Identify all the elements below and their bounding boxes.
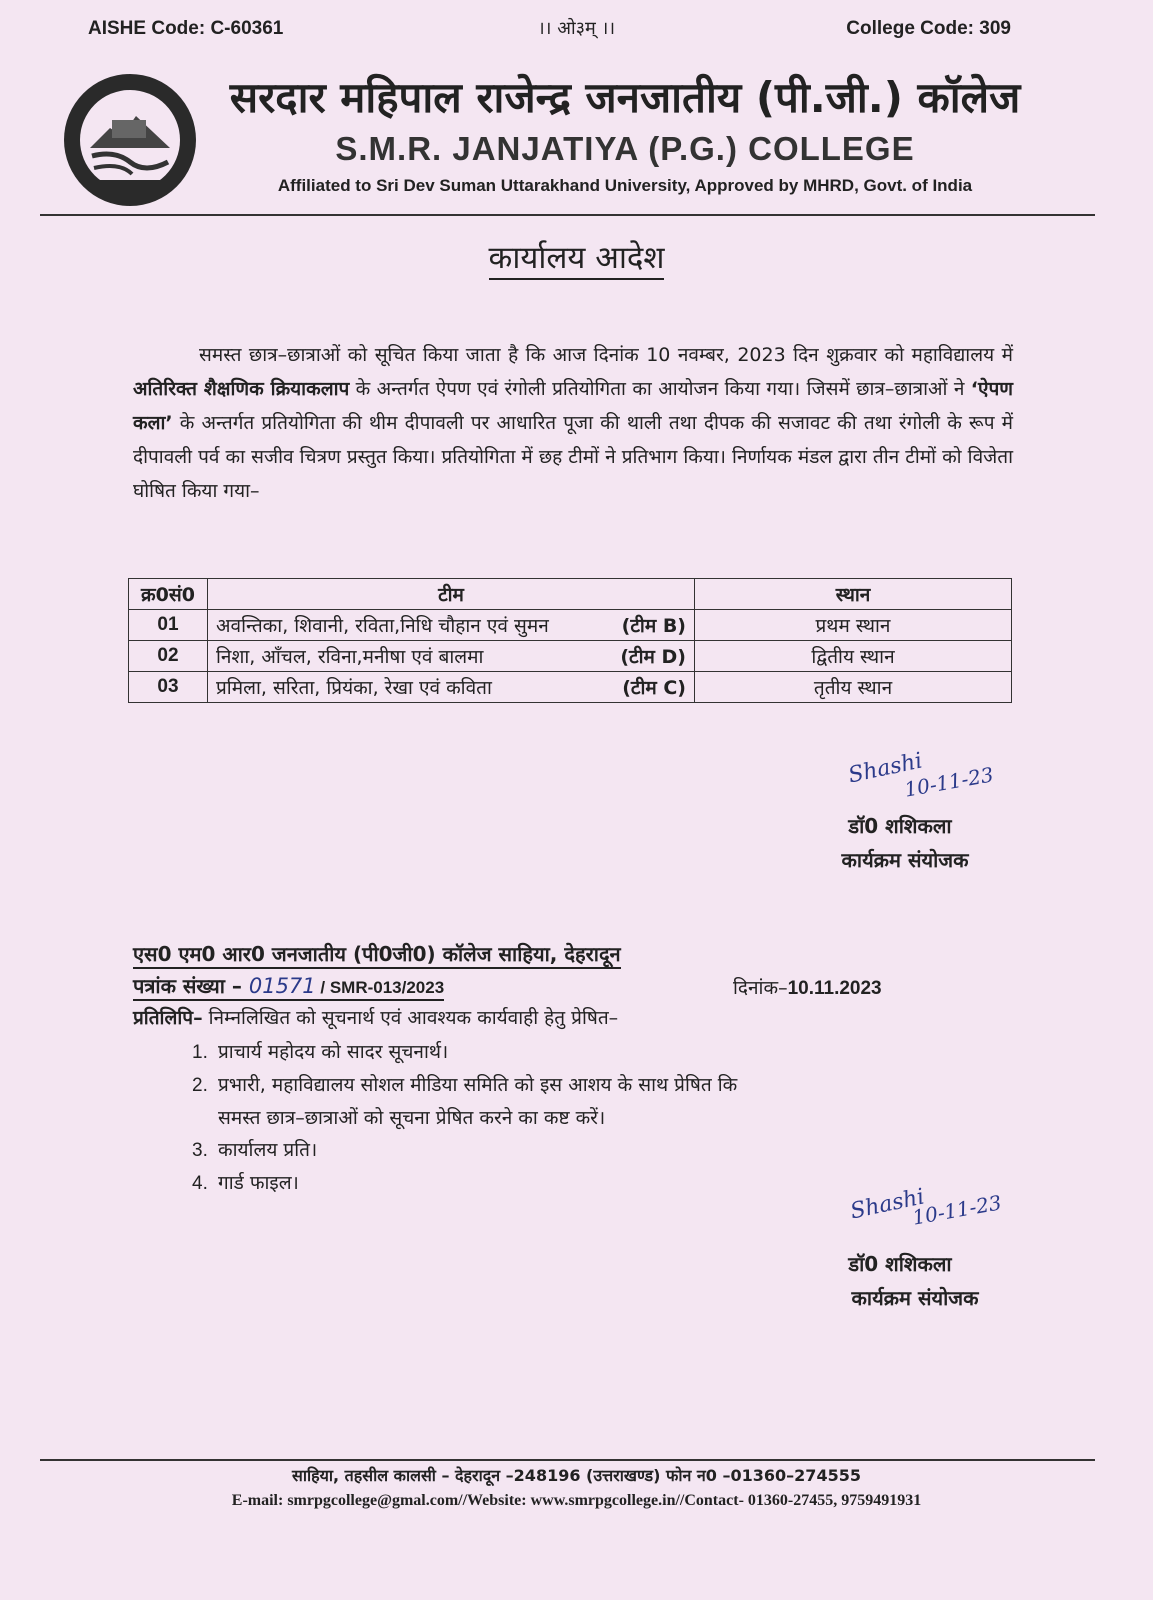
date-line <box>733 974 882 1000</box>
paragraph-bold-art: ‘ऐपण कला’ <box>133 378 1014 434</box>
cell-team <box>208 641 695 672</box>
list-item-text: प्रभारी, महाविद्यालय सोशल मीडिया समिति को इस आशय के साथ प्रेषित कि <box>218 1074 738 1096</box>
date-value: 10.11.2023 <box>787 978 882 999</box>
reference-label: पत्रांक संख्या – <box>133 974 242 998</box>
signatory-name: डॉ0 शशिकला <box>848 1252 952 1276</box>
paragraph-text: समस्त छात्र–छात्राओं को सूचित किया जाता है कि आज दिनांक 10 नवम्बर, 2023 दिन शुक्रवार को महाविद्यालय में <box>199 344 1013 366</box>
table-row <box>129 641 1012 672</box>
team-members: प्रमिला, सरिता, प्रियंका, रेखा एवं कविता <box>216 677 492 699</box>
cell-place: द्वितीय स्थान <box>695 641 1012 672</box>
list-item <box>192 1069 962 1134</box>
college-reference-line: एस0 एम0 आर0 जनजातीय (पी0जी0) कॉलेज साहिया, देहरादून <box>133 940 621 969</box>
table-row <box>129 672 1012 703</box>
signature-date: 10-11-23 <box>910 1190 1004 1230</box>
date-label: दिनांक– <box>733 977 788 999</box>
team-tag: (टीम D) <box>620 646 686 668</box>
footer-divider <box>40 1459 1095 1461</box>
column-header-team: टीम <box>208 579 695 610</box>
team-tag: (टीम C) <box>622 677 686 699</box>
college-title-hindi: सरदार महिपाल राजेन्द्र जनजातीय (पी.जी.) कॉलेज <box>229 73 1021 122</box>
copy-text: निम्नलिखित को सूचनार्थ एवं आवश्यक कार्यवाही हेतु प्रेषित– <box>202 1007 619 1029</box>
list-item-continuation: समस्त छात्र–छात्राओं को सूचना प्रेषित करने का कष्ट करें। <box>218 1107 606 1129</box>
team-tag: (टीम B) <box>621 615 686 637</box>
affiliation-text: Affiliated to Sri Dev Suman Uttarakhand University, Approved by MHRD, Govt. of India <box>277 176 973 195</box>
paragraph-text: के अन्तर्गत प्रतियोगिता की थीम दीपावली पर आधारित पूजा की थाली तथा दीपक की सजावट की तथा रंगोली के रूप में दीपावली पर्व का सजीव चित्रण प्रस्तुत किया। प्रतियोगिता में छह टीमों ने प्रतिभाग किया। निर्णायक मंडल द्वारा तीन टीमों को विजेता घोषित किया गया– <box>133 412 1013 502</box>
document-heading <box>0 236 1153 278</box>
paragraph-bold-activity: अतिरिक्त शैक्षणिक क्रियाकलाप <box>133 378 350 400</box>
team-members: निशा, आँचल, रविना,मनीषा एवं बालमा <box>216 646 484 668</box>
list-item-text: कार्यालय प्रति। <box>218 1139 318 1161</box>
heading-text: कार्यालय आदेश <box>489 240 665 280</box>
list-item <box>192 1036 962 1069</box>
signatory-name: डॉ0 शशिकला <box>848 814 952 838</box>
invocation-text: ।। ओ३म् ।। <box>537 18 616 39</box>
notice-paragraph <box>133 338 1013 508</box>
copy-heading <box>133 1004 618 1030</box>
cell-team <box>208 610 695 641</box>
cell-team <box>208 672 695 703</box>
college-code: College Code: 309 <box>846 18 1011 39</box>
results-table <box>128 578 1012 703</box>
reference-number-line <box>133 972 444 1001</box>
list-item-text: प्राचार्य महोदय को सादर सूचनार्थ। <box>218 1041 449 1063</box>
list-item <box>192 1134 962 1167</box>
signature-scrawl: Shashi <box>846 748 925 789</box>
cell-place: प्रथम स्थान <box>695 610 1012 641</box>
list-item-number: 2. <box>192 1075 208 1096</box>
signature-date: 10-11-23 <box>902 762 996 802</box>
copy-list <box>192 1036 962 1200</box>
college-logo-icon <box>60 70 200 210</box>
list-item-number: 4. <box>192 1173 208 1194</box>
list-item <box>192 1167 962 1200</box>
footer-address: साहिया, तहसील कालसी – देहरादून –248196 (उत्तराखण्ड) फोन न0 –01360–274555 <box>292 1466 861 1485</box>
aishe-code: AISHE Code: C-60361 <box>88 18 284 39</box>
signatory-designation: कार्यक्रम संयोजक <box>841 848 969 872</box>
cell-sno: 02 <box>129 641 208 672</box>
column-header-sno: क्र0सं0 <box>129 579 208 610</box>
header-divider <box>40 214 1095 216</box>
reference-number: 01571 <box>248 974 316 998</box>
cell-place: तृतीय स्थान <box>695 672 1012 703</box>
table-header-row <box>129 579 1012 610</box>
paragraph-text: के अन्तर्गत ऐपण एवं रंगोली प्रतियोगिता का आयोजन किया गया। जिसमें छात्र–छात्राओं ने <box>349 378 971 400</box>
table-row <box>129 610 1012 641</box>
signatory-designation: कार्यक्रम संयोजक <box>851 1286 979 1310</box>
team-members: अवन्तिका, शिवानी, रविता,निधि चौहान एवं सुमन <box>216 615 549 637</box>
footer-contact: E-mail: smrpgcollege@gmal.com//Website: www.smrpgcollege.in//Contact- 01360-27455, 9759491931 <box>231 1492 922 1509</box>
reference-suffix: / SMR-013/2023 <box>315 978 445 997</box>
column-header-place: स्थान <box>695 579 1012 610</box>
list-item-text: गार्ड फाइल। <box>218 1172 299 1194</box>
cell-sno: 03 <box>129 672 208 703</box>
list-item-number: 1. <box>192 1042 208 1063</box>
college-title-english: S.M.R. JANJATIYA (P.G.) COLLEGE <box>335 130 915 167</box>
list-item-number: 3. <box>192 1140 208 1161</box>
cell-sno: 01 <box>129 610 208 641</box>
copy-label: प्रतिलिपि– <box>133 1007 203 1029</box>
signature-scrawl: Shashi <box>848 1184 927 1225</box>
